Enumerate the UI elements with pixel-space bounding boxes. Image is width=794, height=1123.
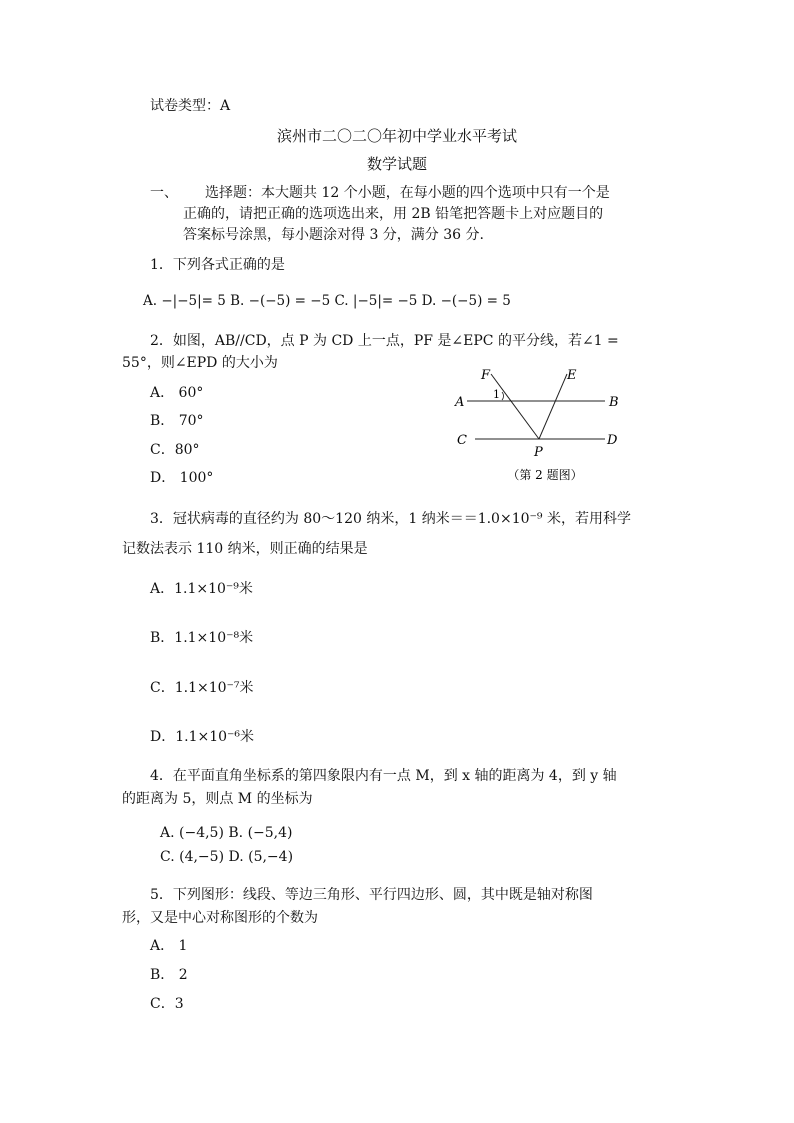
q2-option-a: A． 60°: [150, 385, 204, 401]
q3-stem-line1: 3．冠状病毒的直径约为 80～120 纳米，1 纳米＝＝1.0×10⁻⁹ 米，若用科学: [150, 511, 631, 527]
q5-stem-line1: 5．下列图形：线段、等边三角形、平行四边形、圆，其中既是轴对称图: [150, 887, 593, 903]
q5-option-a: A． 1: [150, 938, 188, 954]
exam-title: 滨州市二〇二〇年初中学业水平考试: [276, 127, 517, 145]
section-instruction-line3: 答案标号涂黑，每小题涂对得 3 分，满分 36 分.: [183, 227, 484, 243]
paper-type: 试卷类型：A: [150, 98, 231, 114]
label-f: F: [481, 368, 491, 383]
q1-stem: 1．下列各式正确的是: [150, 257, 285, 273]
q3-stem-line2: 记数法表示 110 纳米，则正确的结果是: [122, 541, 368, 557]
q4-options-row2: C. (4,−5) D. (5,−4): [160, 849, 294, 865]
section-instruction-line2: 正确的，请把正确的选项选出来，用 2B 铅笔把答题卡上对应题目的: [183, 206, 604, 222]
q5-option-c: C．3: [150, 996, 184, 1012]
q3-option-b: B．1.1×10⁻⁸米: [150, 630, 254, 646]
q3-option-a: A．1.1×10⁻⁹米: [150, 581, 253, 597]
exam-subtitle: 数学试题: [366, 155, 427, 173]
label-a: A: [455, 395, 465, 410]
label-d: D: [607, 433, 618, 448]
label-p: P: [534, 445, 543, 460]
q2-option-d: D． 100°: [150, 470, 214, 486]
angle-arc: [502, 392, 504, 400]
label-e: E: [567, 368, 577, 383]
section-number: 一、: [150, 185, 178, 201]
q4-stem-line1: 4．在平面直角坐标系的第四象限内有一点 M，到 x 轴的距离为 4，到 y 轴: [150, 768, 617, 784]
label-angle-1: 1: [493, 388, 500, 401]
ray-pf: [491, 374, 539, 439]
q2-figure-diagram: [445, 362, 645, 482]
q4-options-row1: A. (−4,5) B. (−5,4): [160, 825, 293, 841]
q2-stem-line1: 2．如图，AB//CD，点 P 为 CD 上一点，PF 是∠EPC 的平分线，若∠1 =: [150, 333, 619, 349]
label-c: C: [457, 433, 467, 448]
figure-caption: （第 2 题图）: [507, 468, 583, 482]
section-instruction-line1: 选择题：本大题共 12 个小题，在每小题的四个选项中只有一个是: [205, 185, 610, 201]
q5-stem-line2: 形，又是中心对称图形的个数为: [122, 910, 318, 926]
q3-option-d: D．1.1×10⁻⁶米: [150, 729, 255, 745]
q2-option-c: C．80°: [150, 442, 200, 458]
ray-pe: [539, 374, 567, 439]
q3-option-c: C．1.1×10⁻⁷米: [150, 680, 254, 696]
q4-stem-line2: 的距离为 5，则点 M 的坐标为: [122, 791, 313, 807]
label-b: B: [609, 395, 619, 410]
q2-stem-line2: 55°，则∠EPD 的大小为: [122, 355, 278, 371]
q5-option-b: B． 2: [150, 967, 188, 983]
q1-options: A. −|−5|= 5 B. −(−5) = −5 C. |−5|= −5 D. −(−5) = 5: [143, 293, 511, 309]
q2-option-b: B． 70°: [150, 413, 204, 429]
